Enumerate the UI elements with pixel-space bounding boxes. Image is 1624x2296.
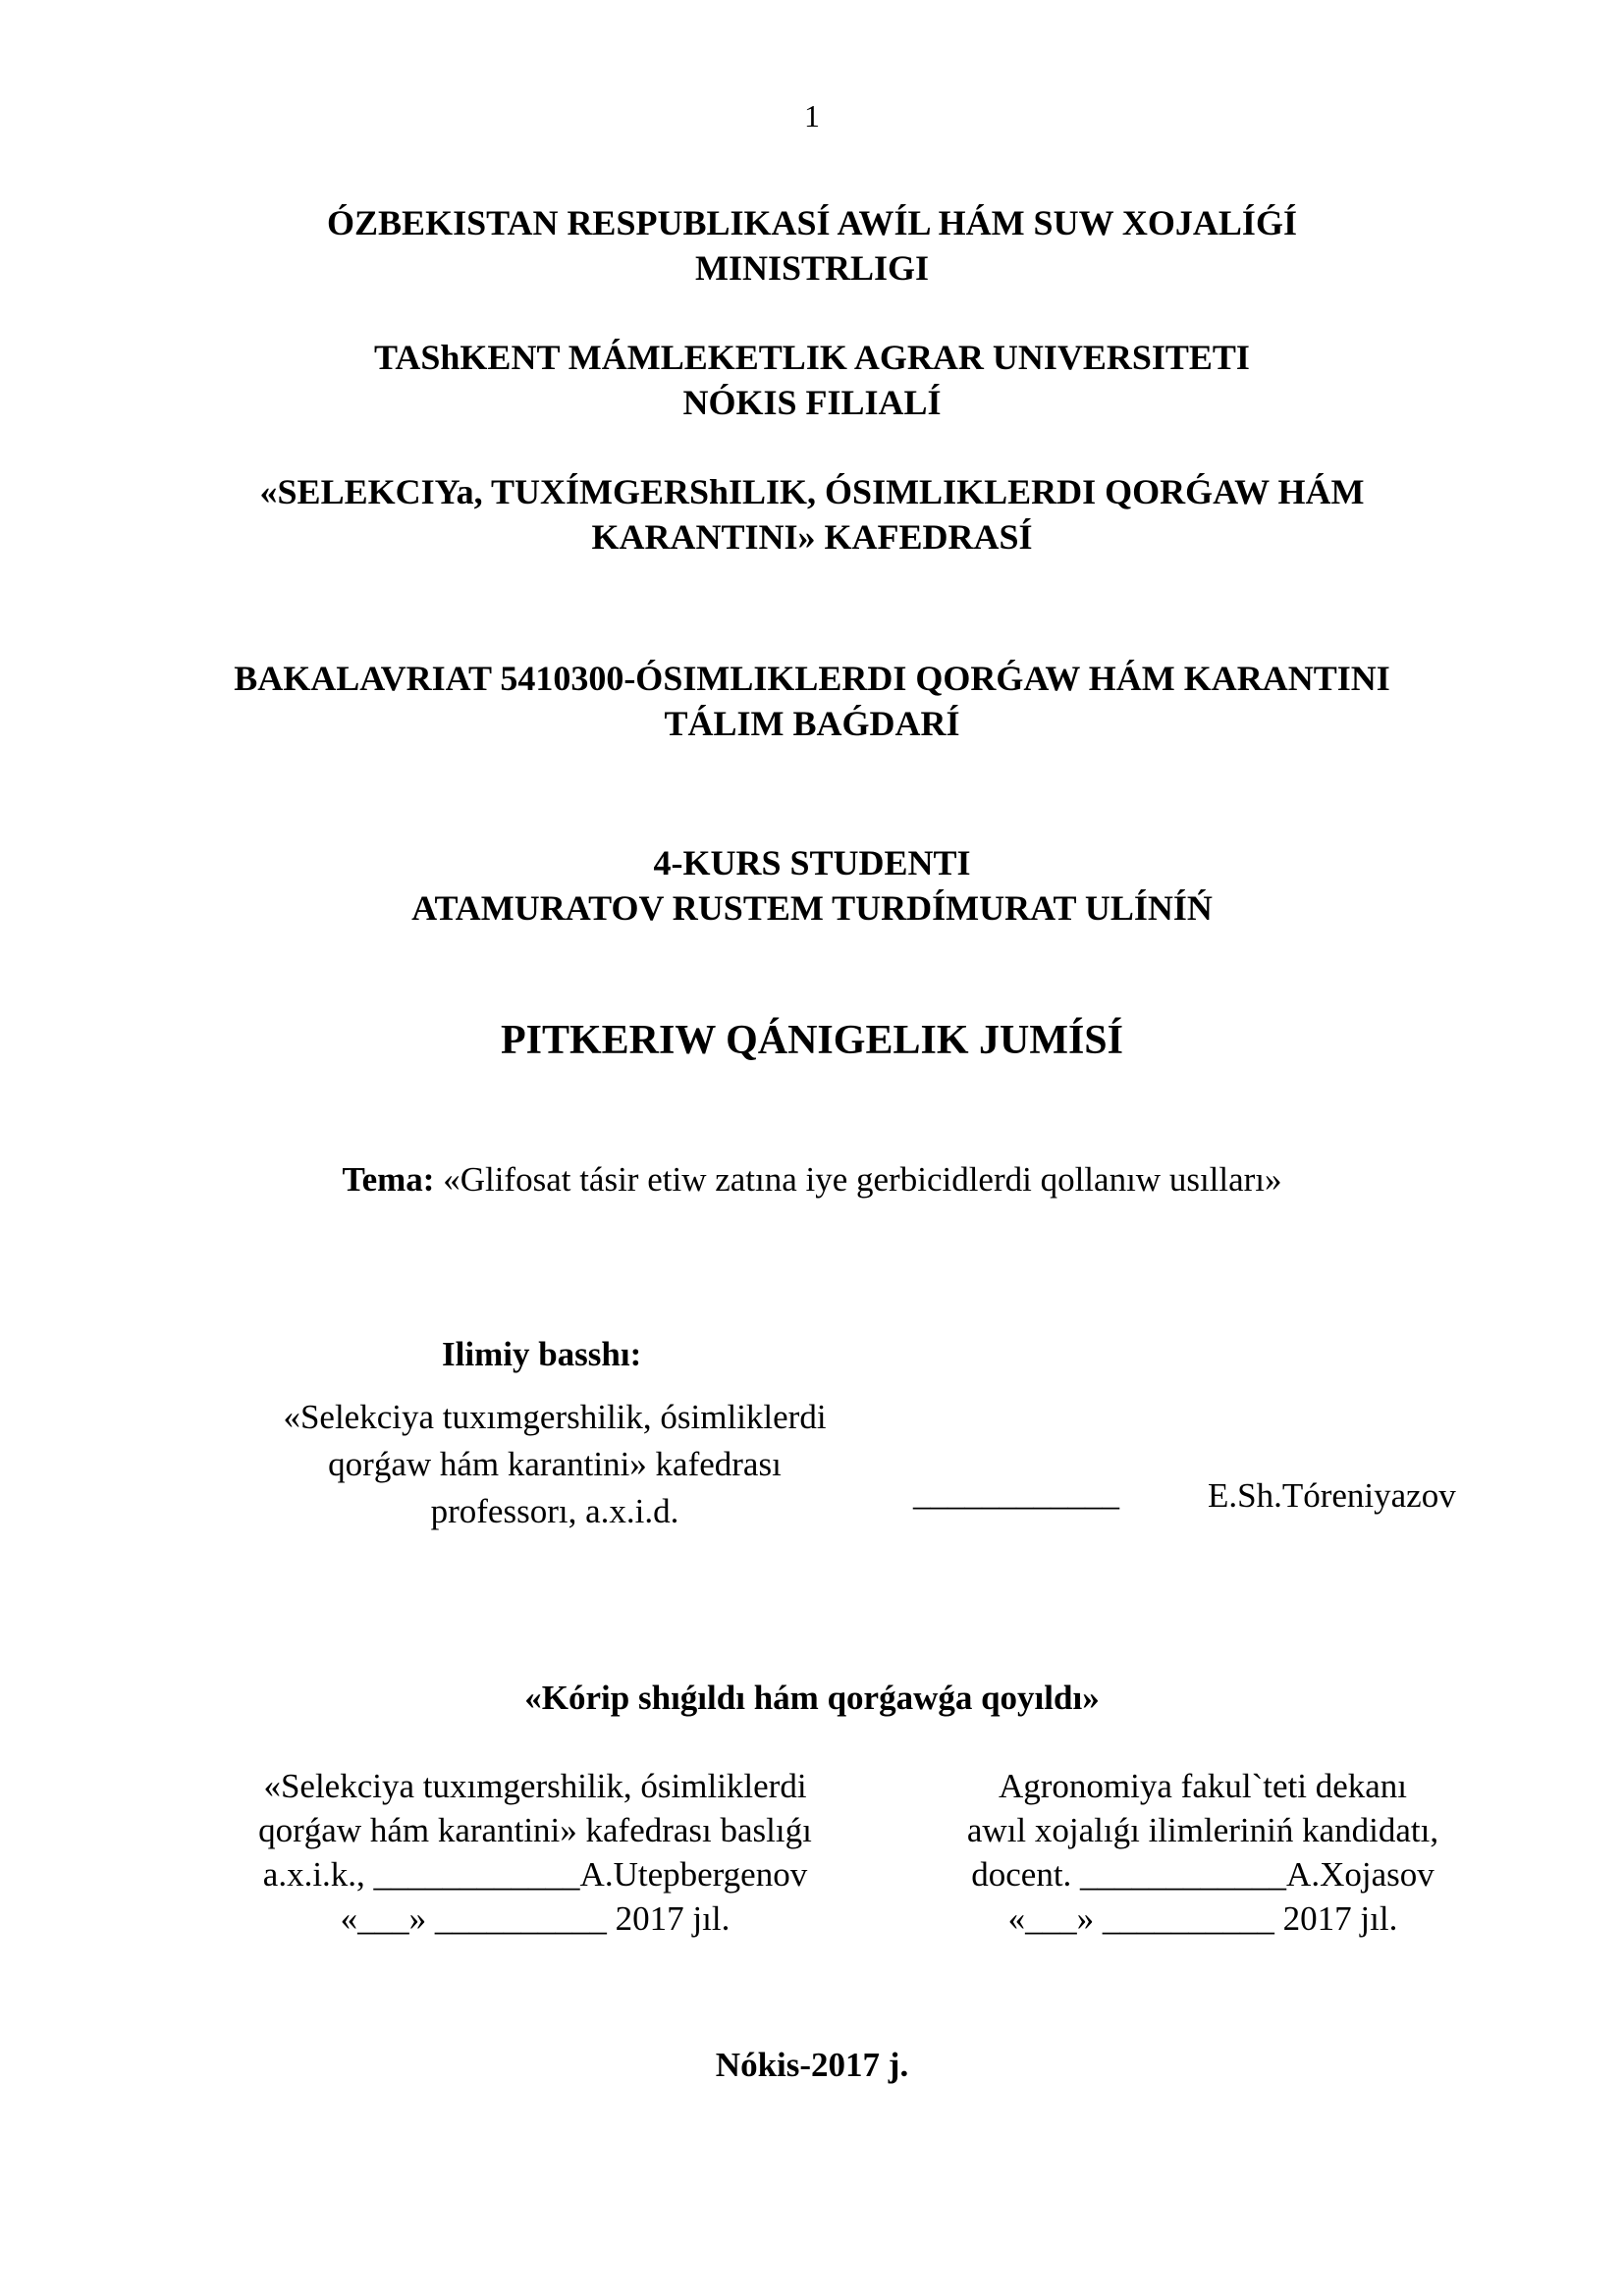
right-approval-line-2: awıl xojalıǵı ilimleriniń kandidatı, — [966, 1811, 1439, 1849]
ministry-line-1: ÓZBEKISTAN RESPUBLIKASÍ AWÍL HÁM SUW XOJALÍǴÍ — [327, 203, 1297, 242]
student-heading — [0, 840, 1624, 931]
department-head-approval — [196, 1764, 874, 1941]
ministry-line-2: MINISTRLIGI — [694, 248, 930, 288]
supervisor-name: E.Sh.Tóreniyazov — [1208, 1476, 1456, 1515]
left-approval-line-2: qorǵaw hám karantini» kafedrası baslıǵı — [258, 1811, 812, 1849]
page-number: 1 — [804, 98, 820, 133]
bakalavriat-heading — [0, 656, 1624, 746]
student-line-1: 4-KURS STUDENTI — [653, 843, 971, 882]
supervisor-desc-line-2: qorǵaw hám karantini» kafedrası — [328, 1445, 782, 1483]
university-line-1: TAShKENT MÁMLEKETLIK AGRAR UNIVERSITETI — [374, 338, 1250, 377]
dean-approval — [898, 1764, 1507, 1941]
work-title: PITKERIW QÁNIGELIK JUMÍSÍ — [500, 1018, 1124, 1063]
bakalavriat-line-1: BAKALAVRIAT 5410300-ÓSIMLIKLERDI QORǴAW HÁM KARANTINI — [234, 659, 1390, 698]
supervisor-heading: Ilimiy basshı: — [442, 1335, 642, 1373]
right-approval-line-4: «___» __________ 2017 jıl. — [1007, 1899, 1398, 1938]
student-line-2: ATAMURATOV RUSTEM TURDÍMURAT ULÍNÍŃ — [411, 888, 1213, 928]
tema-label: Tema: — [342, 1160, 435, 1199]
university-line-2: NÓKIS FILIALÍ — [682, 383, 942, 422]
review-heading: «Kórip shıǵıldı hám qorǵawǵa qoyıldı» — [524, 1679, 1100, 1717]
supervisor-description — [236, 1394, 874, 1535]
kafedra-line-1: «SELEKCIYa, TUXÍMGERShILIK, ÓSIMLIKLERDI QORǴAW HÁM — [259, 472, 1365, 511]
supervisor-desc-line-1: «Selekciya tuxımgershilik, ósimliklerdi — [283, 1398, 827, 1436]
left-approval-line-4: «___» __________ 2017 jıl. — [340, 1899, 731, 1938]
supervisor-signature-line: ____________ — [913, 1474, 1119, 1513]
footer-city-year: Nókis-2017 j. — [715, 2046, 909, 2084]
ministry-heading — [0, 200, 1624, 291]
supervisor-desc-line-3: professorı, a.x.i.d. — [430, 1492, 679, 1530]
tema-text: «Glifosat tásir etiw zatına iye gerbicidlerdi qollanıw usılları» — [434, 1160, 1282, 1199]
kafedra-line-2: KARANTINI» KAFEDRASÍ — [591, 517, 1033, 557]
right-approval-line-1: Agronomiya fakul`teti dekanı — [999, 1767, 1407, 1805]
left-approval-line-1: «Selekciya tuxımgershilik, ósimliklerdi — [263, 1767, 807, 1805]
bakalavriat-line-2: TÁLIM BAǴDARÍ — [664, 704, 960, 743]
university-heading — [0, 335, 1624, 425]
right-approval-line-3: docent. ____________A.Xojasov — [971, 1855, 1435, 1894]
left-approval-line-3: a.x.i.k., ____________A.Utepbergenov — [262, 1855, 808, 1894]
tema-line — [0, 1158, 1624, 1201]
kafedra-heading — [0, 469, 1624, 560]
